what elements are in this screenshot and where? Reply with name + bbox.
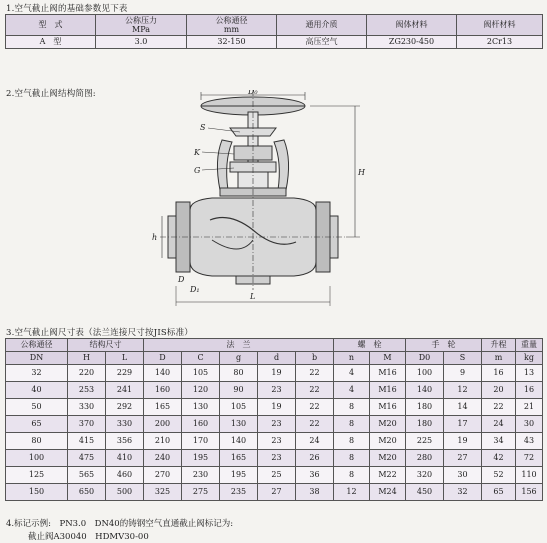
table-cell: 165 bbox=[220, 450, 258, 467]
header-wheel-group: 手 轮 bbox=[406, 339, 482, 352]
table-cell: 22 bbox=[296, 382, 334, 399]
table-cell: 160 bbox=[182, 416, 220, 433]
subheader-cell: DN bbox=[6, 352, 68, 365]
marking-example: 4.标记示例: PN3.0 DN40的铸钢空气直通截止阀标记为: bbox=[6, 519, 234, 529]
table-cell: 165 bbox=[144, 399, 182, 416]
header-medium: 通用介质 bbox=[277, 15, 367, 36]
valve-structure-diagram bbox=[150, 90, 380, 318]
subheader-cell: kg bbox=[516, 352, 543, 365]
table-cell: 105 bbox=[220, 399, 258, 416]
table-cell: 23 bbox=[258, 433, 296, 450]
table-cell: 20 bbox=[482, 382, 516, 399]
table-cell: M16 bbox=[370, 365, 406, 382]
table-cell: 230 bbox=[182, 467, 220, 484]
table-cell: 229 bbox=[106, 365, 144, 382]
table-cell: 16 bbox=[516, 382, 543, 399]
subheader-cell: D bbox=[144, 352, 182, 365]
table-row bbox=[6, 450, 543, 467]
table-cell: 21 bbox=[516, 399, 543, 416]
table-cell: 12 bbox=[334, 484, 370, 501]
marking-code: 截止阀A30040 HDMV30-00 bbox=[28, 532, 149, 542]
table-cell: 180 bbox=[406, 416, 444, 433]
cell-stem-material: 2Cr13 bbox=[457, 36, 543, 49]
table-cell: 200 bbox=[144, 416, 182, 433]
header-pressure: 公称压力 MPa bbox=[96, 15, 187, 36]
table-cell: 280 bbox=[406, 450, 444, 467]
table-cell: 14 bbox=[444, 399, 482, 416]
table-cell: 241 bbox=[106, 382, 144, 399]
table-cell: 125 bbox=[6, 467, 68, 484]
header-weight-group: 重量 bbox=[516, 339, 543, 352]
cell-type: A 型 bbox=[6, 36, 96, 49]
table-cell: 8 bbox=[334, 416, 370, 433]
table-cell: 240 bbox=[144, 450, 182, 467]
subheader-cell: m bbox=[482, 352, 516, 365]
table-cell: 27 bbox=[444, 450, 482, 467]
subheader-cell: n bbox=[334, 352, 370, 365]
table-cell: 650 bbox=[68, 484, 106, 501]
table-row bbox=[6, 467, 543, 484]
header-dn-group: 公称通径 bbox=[6, 339, 68, 352]
table-cell: 32 bbox=[6, 365, 68, 382]
table-header-row bbox=[6, 339, 543, 352]
table-cell: 140 bbox=[144, 365, 182, 382]
table-cell: 105 bbox=[182, 365, 220, 382]
header-lift-group: 升程 bbox=[482, 339, 516, 352]
table-cell: 23 bbox=[258, 382, 296, 399]
label-h-upper: H bbox=[358, 168, 365, 177]
table-cell: 156 bbox=[516, 484, 543, 501]
label-s: S bbox=[200, 123, 206, 132]
table-cell: 140 bbox=[220, 433, 258, 450]
table-cell: 4 bbox=[334, 382, 370, 399]
subheader-cell: C bbox=[182, 352, 220, 365]
table-cell: 450 bbox=[406, 484, 444, 501]
table-cell: 100 bbox=[6, 450, 68, 467]
table-cell: M22 bbox=[370, 467, 406, 484]
table-subheader-row bbox=[6, 352, 543, 365]
subheader-cell: L bbox=[106, 352, 144, 365]
table-row bbox=[6, 399, 543, 416]
dimensions-table bbox=[5, 338, 543, 501]
section2-title: 2.空气截止阀结构简图: bbox=[6, 89, 96, 99]
table-cell: 330 bbox=[68, 399, 106, 416]
table-cell: 475 bbox=[68, 450, 106, 467]
table-cell: M20 bbox=[370, 450, 406, 467]
label-l: L bbox=[250, 292, 256, 301]
table-row bbox=[6, 484, 543, 501]
table-cell: 292 bbox=[106, 399, 144, 416]
table-cell: 50 bbox=[6, 399, 68, 416]
table-cell: 4 bbox=[334, 365, 370, 382]
table-cell: 22 bbox=[296, 365, 334, 382]
table-cell: 25 bbox=[258, 467, 296, 484]
label-d1: D₁ bbox=[190, 285, 200, 294]
table-cell: 415 bbox=[68, 433, 106, 450]
cell-diameter: 32-150 bbox=[187, 36, 277, 49]
header-bolt-group: 螺 栓 bbox=[334, 339, 406, 352]
label-d: D bbox=[178, 275, 185, 284]
table-cell: 52 bbox=[482, 467, 516, 484]
table-cell: 225 bbox=[406, 433, 444, 450]
table-cell: 19 bbox=[258, 399, 296, 416]
table-cell: 325 bbox=[144, 484, 182, 501]
section1-title: 1.空气截止阀的基础参数见下表 bbox=[6, 4, 128, 14]
subheader-cell: S bbox=[444, 352, 482, 365]
table-cell: 8 bbox=[334, 433, 370, 450]
header-type: 型 式 bbox=[6, 15, 96, 36]
table-cell: 38 bbox=[296, 484, 334, 501]
table-cell: 9 bbox=[444, 365, 482, 382]
table-cell: 110 bbox=[516, 467, 543, 484]
table-cell: 370 bbox=[68, 416, 106, 433]
table-cell: 22 bbox=[296, 416, 334, 433]
table-row bbox=[6, 416, 543, 433]
table-cell: 270 bbox=[144, 467, 182, 484]
table-row bbox=[6, 365, 543, 382]
subheader-cell: d bbox=[258, 352, 296, 365]
header-flange-group: 法 兰 bbox=[144, 339, 334, 352]
table-cell: 320 bbox=[406, 467, 444, 484]
table-cell: 13 bbox=[516, 365, 543, 382]
header-dims-group: 结构尺寸 bbox=[68, 339, 144, 352]
table-cell: 410 bbox=[106, 450, 144, 467]
subheader-cell: M bbox=[370, 352, 406, 365]
table-cell: 460 bbox=[106, 467, 144, 484]
table-cell: 160 bbox=[144, 382, 182, 399]
header-body-material: 阀体材料 bbox=[367, 15, 457, 36]
label-d0: D₀ bbox=[248, 90, 258, 96]
table-cell: 65 bbox=[6, 416, 68, 433]
table-cell: 22 bbox=[482, 399, 516, 416]
table-cell: 8 bbox=[334, 450, 370, 467]
table-cell: 140 bbox=[406, 382, 444, 399]
header-stem-material: 阀杆材料 bbox=[457, 15, 543, 36]
table-cell: M16 bbox=[370, 382, 406, 399]
table-cell: 195 bbox=[220, 467, 258, 484]
table-cell: 32 bbox=[444, 484, 482, 501]
table-cell: 19 bbox=[258, 365, 296, 382]
label-k: K bbox=[194, 148, 200, 157]
table-cell: 235 bbox=[220, 484, 258, 501]
table-cell: 42 bbox=[482, 450, 516, 467]
table-cell: 27 bbox=[258, 484, 296, 501]
table-cell: 150 bbox=[6, 484, 68, 501]
table-cell: 17 bbox=[444, 416, 482, 433]
table-cell: 220 bbox=[68, 365, 106, 382]
label-h-lower: h bbox=[152, 233, 158, 242]
table-cell: 80 bbox=[6, 433, 68, 450]
table-cell: 34 bbox=[482, 433, 516, 450]
table-cell: 26 bbox=[296, 450, 334, 467]
table-cell: 30 bbox=[444, 467, 482, 484]
table-cell: M16 bbox=[370, 399, 406, 416]
table-cell: 500 bbox=[106, 484, 144, 501]
table-cell: M24 bbox=[370, 484, 406, 501]
table-cell: 120 bbox=[182, 382, 220, 399]
table-cell: 565 bbox=[68, 467, 106, 484]
table-cell: 253 bbox=[68, 382, 106, 399]
table-cell: 22 bbox=[296, 399, 334, 416]
table-cell: 65 bbox=[482, 484, 516, 501]
table-row bbox=[6, 36, 543, 49]
table-cell: 72 bbox=[516, 450, 543, 467]
table-cell: 80 bbox=[220, 365, 258, 382]
table-cell: 24 bbox=[482, 416, 516, 433]
table-cell: 23 bbox=[258, 450, 296, 467]
table-cell: 23 bbox=[258, 416, 296, 433]
table-cell: 19 bbox=[444, 433, 482, 450]
table-cell: 12 bbox=[444, 382, 482, 399]
table-cell: 195 bbox=[182, 450, 220, 467]
table-cell: 8 bbox=[334, 467, 370, 484]
table-cell: 130 bbox=[182, 399, 220, 416]
table-header-row bbox=[6, 15, 543, 36]
subheader-cell: b bbox=[296, 352, 334, 365]
table-cell: 100 bbox=[406, 365, 444, 382]
section3-title: 3.空气截止阀尺寸表（法兰连接尺寸按JIS标准） bbox=[6, 328, 193, 338]
basic-params-table bbox=[5, 14, 543, 49]
table-cell: M20 bbox=[370, 433, 406, 450]
table-cell: 36 bbox=[296, 467, 334, 484]
table-cell: 24 bbox=[296, 433, 334, 450]
table-row bbox=[6, 382, 543, 399]
table-cell: 40 bbox=[6, 382, 68, 399]
table-cell: 130 bbox=[220, 416, 258, 433]
label-g: G bbox=[194, 166, 201, 175]
header-diameter: 公称通径 mm bbox=[187, 15, 277, 36]
table-cell: 275 bbox=[182, 484, 220, 501]
table-cell: 180 bbox=[406, 399, 444, 416]
cell-pressure: 3.0 bbox=[96, 36, 187, 49]
table-cell: M20 bbox=[370, 416, 406, 433]
table-cell: 210 bbox=[144, 433, 182, 450]
table-cell: 30 bbox=[516, 416, 543, 433]
table-cell: 90 bbox=[220, 382, 258, 399]
subheader-cell: g bbox=[220, 352, 258, 365]
subheader-cell: D0 bbox=[406, 352, 444, 365]
table-cell: 356 bbox=[106, 433, 144, 450]
table-cell: 170 bbox=[182, 433, 220, 450]
cell-medium: 高压空气 bbox=[277, 36, 367, 49]
table-cell: 43 bbox=[516, 433, 543, 450]
table-cell: 16 bbox=[482, 365, 516, 382]
subheader-cell: H bbox=[68, 352, 106, 365]
table-cell: 330 bbox=[106, 416, 144, 433]
table-row bbox=[6, 433, 543, 450]
cell-body-material: ZG230-450 bbox=[367, 36, 457, 49]
table-cell: 8 bbox=[334, 399, 370, 416]
